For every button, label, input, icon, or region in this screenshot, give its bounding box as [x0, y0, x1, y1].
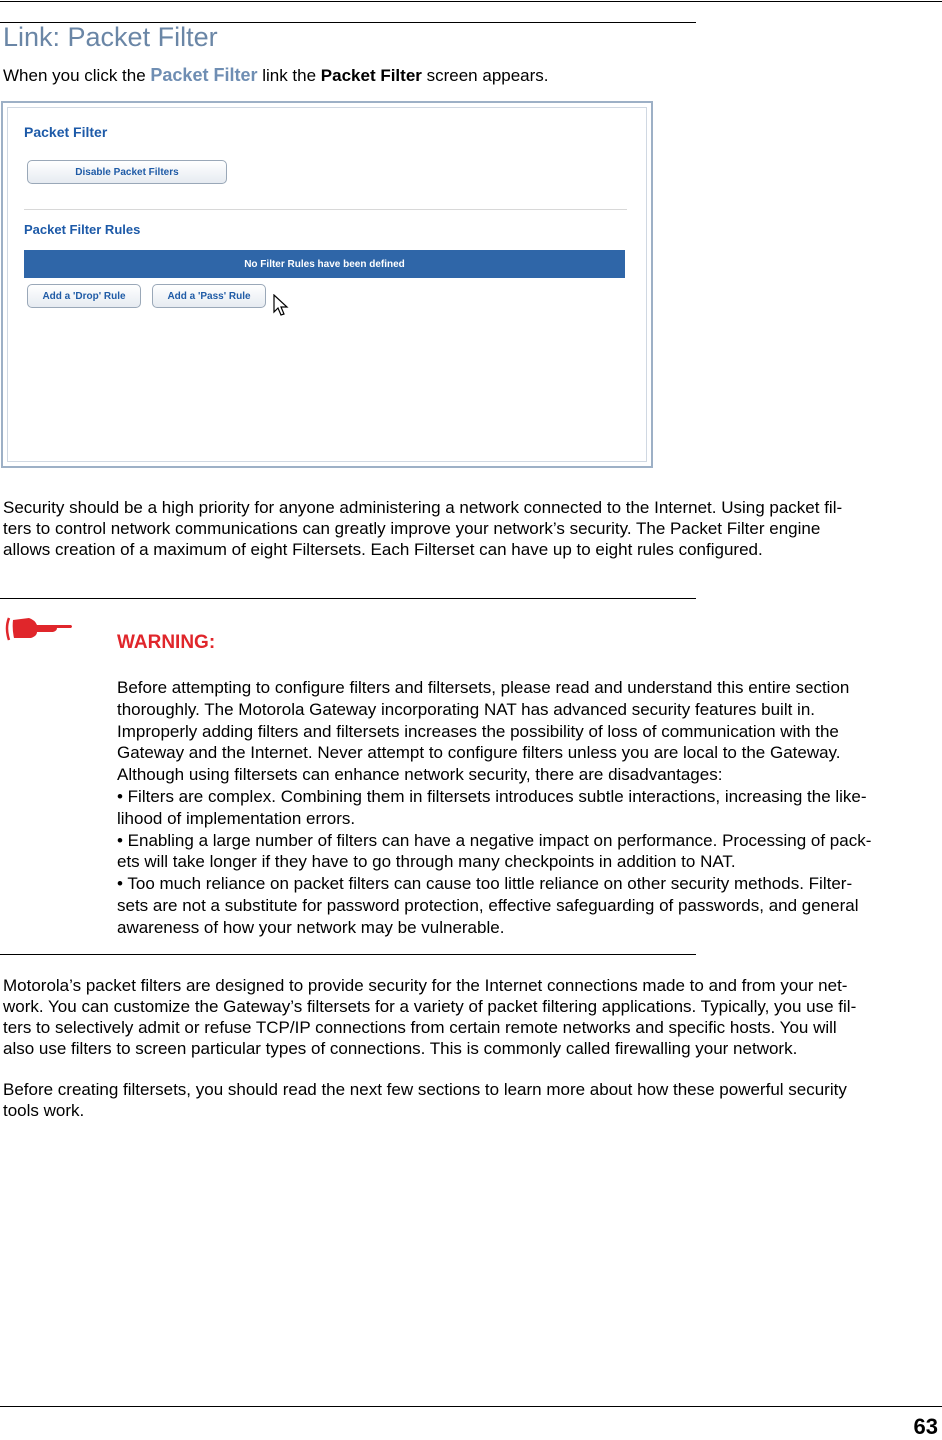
add-pass-rule-button[interactable]: Add a 'Pass' Rule [152, 284, 266, 308]
warning-top-rule [0, 598, 696, 599]
packet-filter-heading: Packet Filter [24, 124, 108, 140]
screenshot-divider [24, 209, 627, 210]
footer-rule [0, 1406, 942, 1407]
page-number: 63 [913, 1414, 938, 1439]
filtersets-paragraph: Before creating filtersets, you should read the next few sections to learn more about how these powerful security tools work. [3, 1080, 847, 1120]
packet-filter-screenshot [1, 101, 653, 468]
warning-bottom-rule [0, 954, 696, 955]
security-paragraph: Security should be a high priority for anyone administering a network connected to the Internet. Using packet fil- ters to control network communications can greatly improve your network’s security. The Packet Filter engine allows creation of a maximum of eight Filtersets. Each Filterset can have up to eight rules configured. [3, 498, 843, 559]
add-drop-rule-button[interactable]: Add a 'Drop' Rule [27, 284, 141, 308]
pointing-hand-icon [3, 614, 73, 644]
top-rule [0, 1, 942, 2]
screenshot-frame [7, 107, 647, 462]
filters-paragraph: Motorola’s packet filters are designed to provide security for the Internet connections made to and from your net- work. You can customize the Gateway’s filtersets for a variety of packet filtering applications. Typically, you use fil- ters to selectively admit or refuse TCP/IP connections from certain remote networks and specific hosts. You will also use filters to screen particular types of connections. This is commonly called firewalling your network. [3, 976, 857, 1058]
section-title: Link: Packet Filter [3, 22, 218, 52]
mouse-pointer-icon [273, 294, 289, 318]
warning-body: Before attempting to configure filters and filtersets, please read and understand this entire section thoroughly. The Motorola Gateway incorporating NAT has advanced security features built in. Improperly adding filters and filtersets increases the possibility of loss of communication with the Gateway and the Internet. Never attempt to configure filters unless you are local to the Gateway. Although using filtersets can enhance network security, there are disadvantages: • Filters are complex. Combining them in filtersets introduces subtle interactions, increasing the like- lihood of implementation errors. • Enabling a large number of filters can have a negative impact on performance. Processing of pack- ets will take longer if they have to go through many checkpoints in addition to NAT. • Too much reliance on packet filters can cause too little reliance on other security methods. Filter- sets are not a substitute for password protection, effective safeguarding of passwords, and general awareness of how your network may be vulnerable. [117, 678, 872, 937]
intro-paragraph: When you click the Packet Filter link the Packet Filter screen appears. [3, 65, 549, 85]
packet-filter-link[interactable]: Packet Filter [150, 65, 258, 85]
packet-filter-rules-heading: Packet Filter Rules [24, 222, 141, 237]
warning-title: WARNING: [117, 632, 216, 653]
rules-status-bar: No Filter Rules have been defined [24, 250, 625, 278]
disable-packet-filters-button[interactable]: Disable Packet Filters [27, 160, 227, 184]
